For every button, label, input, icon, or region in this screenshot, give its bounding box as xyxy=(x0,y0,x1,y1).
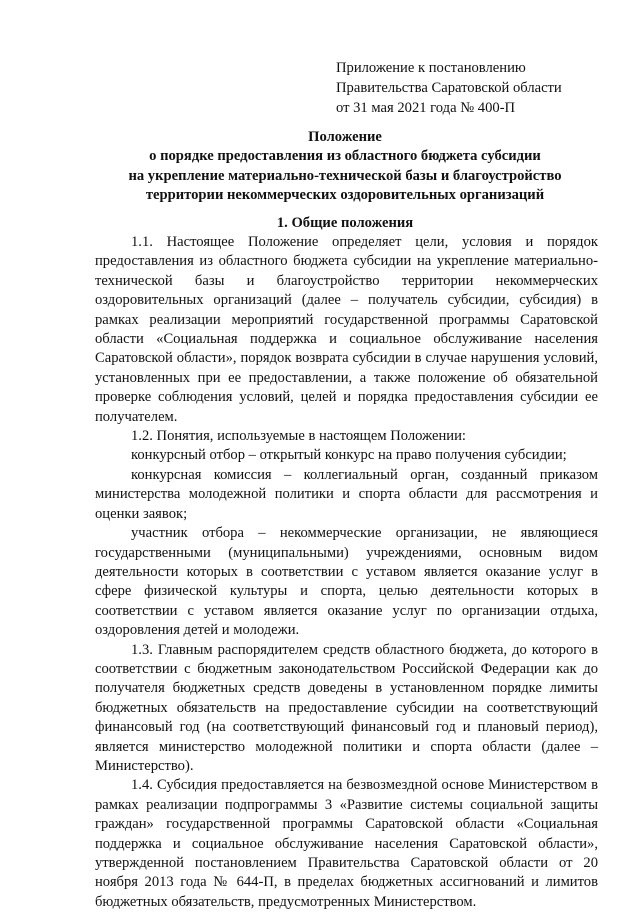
title-line-1: Положение xyxy=(308,129,382,145)
appendix-line-2: Правительства Саратовской области xyxy=(336,80,562,96)
appendix-line-1: Приложение к постановлению xyxy=(336,60,526,76)
paragraph-1-4: 1.4. Субсидия предоставляется на безвозмездной основе Министерством в рамках реализации подпрограммы 3 «Развитие системы социальной защиты граждан» государственной программы Саратовской области «Социальная поддержка и социальное обслуживание населения Саратовской области», утвержденной постановлением Правительства Саратовской области от 20 ноября 2013 года № 644-П, в пределах бюджетных ассигнований и лимитов бюджетных обязательств, предусмотренных Министерством. xyxy=(95,777,598,910)
appendix-block xyxy=(336,58,626,118)
paragraph-1-3: 1.3. Главным распорядителем средств областного бюджета, до которого в соответствии с бюджетным законодательством Российской Федерации как до получателя бюджетных средств доведены в установленном порядке лимиты бюджетных обязательств на предоставление субсидии на соответствующий финансовый год (на соответствующий финансовый год и плановый период), является министерство молодежной политики и спорта области (далее – Министерство). xyxy=(95,641,598,774)
paragraph-1-2: 1.2. Понятия, используемые в настоящем Положении: xyxy=(131,428,466,445)
paragraph-definition-competition: конкурсный отбор – открытый конкурс на право получения субсидии; xyxy=(131,447,567,464)
paragraph-definition-participant: участник отбора – некоммерческие организации, не являющиеся государственными (муниципальными) учреждениями, основным видом деятельности которых в соответствии с уставом является оказание услуг в сфере физической культуры и спорта, целью деятельности которых в соответствии с уставом является оказание услуг по организации отдыха, оздоровления детей и молодежи. xyxy=(95,525,598,639)
appendix-line-3: от 31 мая 2021 года № 400-П xyxy=(336,100,516,116)
title-line-4: территории некоммерческих оздоровительных организаций xyxy=(145,187,545,204)
paragraph-definition-commission: конкурсная комиссия – коллегиальный орган, созданный приказом министерства молодежной политики и спорта области для рассмотрения и оценки заявок; xyxy=(95,466,598,522)
section-body xyxy=(95,233,598,912)
title-line-3: на укрепление материально-технической базы и благоустройство xyxy=(128,167,562,184)
title-line-2: о порядке предоставления из областного бюджета субсидии xyxy=(149,148,541,165)
paragraph-1-1: 1.1. Настоящее Положение определяет цели, условия и порядок предоставления из областного бюджета субсидии на укрепление материально-технической базы и благоустройство территории некоммерческих оздоровительных организаций (далее – получатель субсидии, субсидия) в рамках реализации мероприятий государственной программы Саратовской области «Социальная поддержка и социальное обслуживание населения Саратовской области», порядок возврата субсидии в случае нарушения условий, установленных при ее предоставлении, а также положение об обязательной проверке соблюдения условий, целей и порядка предоставления субсидии ее получателем. xyxy=(95,234,598,425)
section-heading: 1. Общие положения xyxy=(276,215,414,231)
document-title xyxy=(80,128,610,206)
